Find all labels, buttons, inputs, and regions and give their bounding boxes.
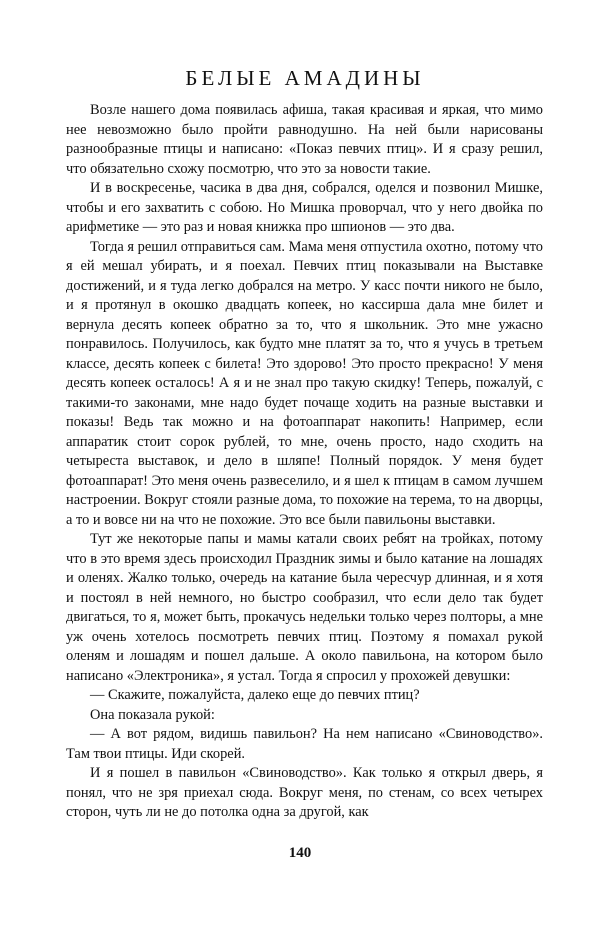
paragraph-2: И в воскресенье, часика в два дня, собрался, оделся и позвонил Мишке, чтобы и его захватить с собою. Но Мишка проворчал, что у него двойка по арифметике — это раз и новая книжка про шпионов — это два.: [66, 180, 543, 235]
chapter-title: БЕЛЫЕ АМАДИНЫ: [185, 66, 425, 90]
paragraph-1: Возле нашего дома появилась афиша, такая красивая и яркая, что мимо нее невозможно было пройти равнодушно. На ней были нарисованы разнообразные птицы и написано: «Показ певчих птиц». И я сразу решил, что обязательно схожу посмотрю, что это за новости такие.: [66, 102, 543, 177]
paragraph-6: И я пошел в павильон «Свиноводство». Как только я открыл дверь, я понял, что не зря приехал сюда. Вокруг меня, по стенам, со всех четырех сторон, чуть ли не до потолка одна за другой, как: [66, 765, 543, 820]
dialogue-line-1: — Скажите, пожалуйста, далеко еще до певчих птиц?: [90, 687, 420, 703]
paragraph-3: Тогда я решил отправиться сам. Мама меня отпустила охотно, потому что я ей мешал убирать, и я поехал. Певчих птиц показывали на Выставке достижений, и я туда легко добрался на метро. У касс почти никого не было, и я протянул в окошко двадцать копеек, но кассирша дала мне билет и вернула десять копеек обратно за то, что я школьник. Это мне ужасно понравилось. Получилось, как будто мне платят за то, что я учусь в третьем классе, десять копеек с билета! Это здорово! Это просто прекрасно! У меня десять копеек осталось! А я и не знал про такую скидку! Теперь, пожалуй, с такими-то законами, мне надо будет почаще ходить на разные выставки и показы! Ведь так можно и на фотоаппарат накопить! Например, если аппаратик стоит сорок рублей, то мне, очень просто, надо сходить на четыреста выставок, и дело в шляпе! Полный порядок. У меня будет фотоаппарат! Это меня очень развеселило, и я шел к птицам в самом лучшем настроении. Вокруг стояли разные дома, то похожие на терема, то на дворцы, а то и вовсе ни на что не похожие. Это все были павильоны выставки.: [66, 238, 543, 528]
dialogue-line-2: — А вот рядом, видишь павильон? На нем написано «Свиноводство». Там твои птицы. Иди скорей.: [66, 726, 543, 762]
paragraph-4: Тут же некоторые папы и мамы катали своих ребят на тройках, потому что в это время здесь происходил Праздник зимы и было катание на лошадях и оленях. Жалко только, очередь на катание была чересчур длинная, и я хотя и постоял в ней немного, но быстро сообразил, что если дело так будет двигаться, то я, может быть, прокачусь недельки только через полторы, а мне уж очень хотелось посмотреть певчих птиц. Поэтому я помахал рукой оленям и лошадям и пошел дальше. А около павильона, на котором было написано «Электроника», я устал. Тогда я спросил у прохожей девушки:: [66, 531, 543, 684]
paragraph-5: Она показала рукой:: [90, 706, 215, 723]
page-number: 140: [288, 845, 312, 861]
body-text: [66, 101, 543, 823]
